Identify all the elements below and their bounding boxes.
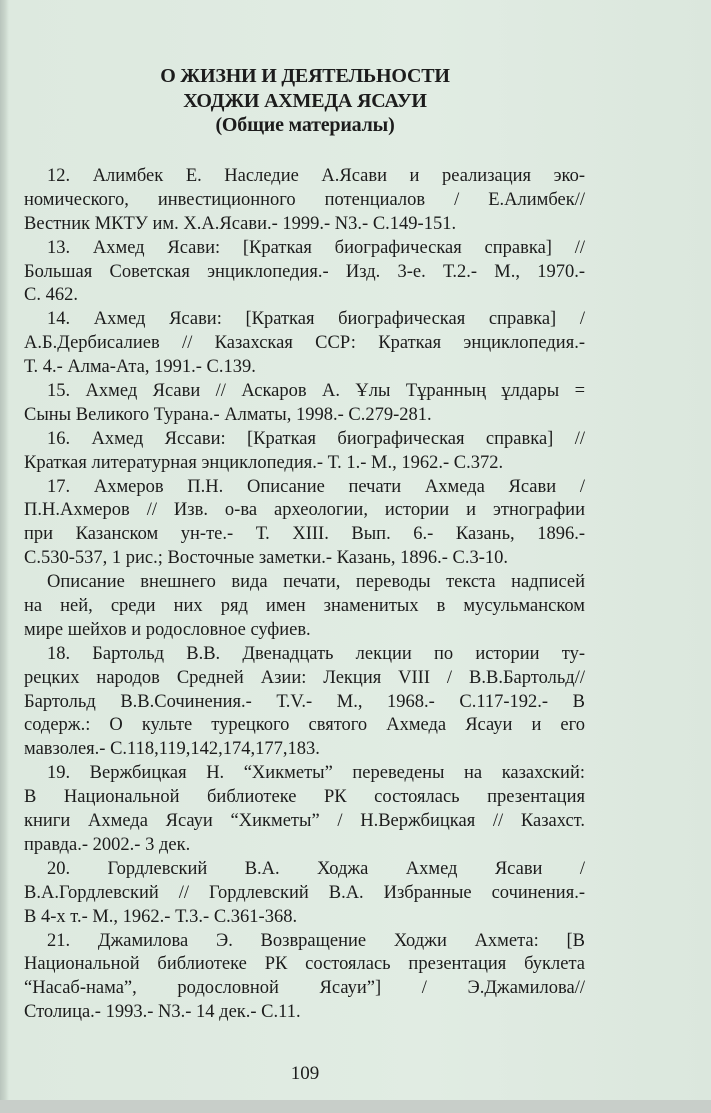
entry-line: номического, инвестиционного потенциалов / Е.Алимбек// <box>24 189 585 210</box>
entry-line: Вестник МКТУ им. Х.А.Ясави.- 1999.- N3.- С.149-151. <box>24 213 457 234</box>
entry-line: 18. Бартольд В.В. Двенадцать лекции по истории ту- <box>47 643 585 664</box>
page-title <box>24 64 586 138</box>
entry-line: 14. Ахмед Ясави: [Краткая биографическая справка] / <box>47 309 585 330</box>
entry-line: Национальной библиотеке РК состоялась презентация буклета <box>24 954 585 975</box>
entry-line: 19. Вержбицкая Н. “Хикметы” переведены на казахский: <box>47 763 585 784</box>
entry-line: С. 462. <box>24 285 78 306</box>
title-line: О ЖИЗНИ И ДЕЯТЕЛЬНОСТИ <box>160 65 450 87</box>
entry-line: “Насаб-нама”, родословной Ясауи”] / Э.Джамилова// <box>24 978 585 999</box>
bibliography-entry <box>24 308 585 380</box>
entry-line: правда.- 2002.- 3 дек. <box>24 834 191 855</box>
entry-line: мире шейхов и родословное суфиев. <box>24 619 311 640</box>
entry-line: Краткая литературная энциклопедия.- Т. 1.- М., 1962.- С.372. <box>24 452 504 473</box>
entry-line: А.Б.Дербисалиев // Казахская ССР: Краткая энциклопедия.- <box>24 333 585 354</box>
entry-line: при Казанском ун-те.- Т. XIII. Вып. 6.- Казань, 1896.- <box>24 524 585 545</box>
bibliography-entry <box>24 237 585 309</box>
entry-line: 20. Гордлевский В.А. Ходжа Ахмед Ясави / <box>47 858 585 879</box>
entry-line: 21. Джамилова Э. Возвращение Ходжи Ахмета: [В <box>47 930 585 951</box>
bibliography-entry <box>24 165 585 237</box>
bibliography-entry <box>24 571 585 643</box>
entry-line: на ней, среди них ряд имен знаменитых в мусульманском <box>24 596 585 617</box>
bibliography-entry <box>24 476 585 572</box>
bibliography-entry <box>24 428 585 476</box>
entry-line: 13. Ахмед Ясави: [Краткая биографическая справка] // <box>47 237 585 258</box>
entry-line: В 4-х т.- М., 1962.- Т.3.- С.361-368. <box>24 906 298 927</box>
entry-line: Описание внешнего вида печати, переводы текста надписей <box>47 572 585 593</box>
entry-line: В.А.Гордлевский // Гордлевский В.А. Избранные сочинения.- <box>24 882 585 903</box>
entry-line: Бартольд В.В.Сочинения.- Т.V.- М., 1968.- С.117-192.- В <box>24 691 585 712</box>
entry-line: П.Н.Ахмеров // Изв. о-ва археологии, истории и этнографии <box>24 500 585 521</box>
page-number: 109 <box>290 1063 320 1084</box>
entry-line: 12. Алимбек Е. Наследие А.Ясави и реализация эко- <box>47 166 585 186</box>
bibliography-entry <box>24 858 585 930</box>
entry-line: В Национальной библиотеке РК состоялась презентация <box>24 787 585 808</box>
entry-line: книги Ахмеда Ясауи “Хикметы” / Н.Вержбицкая // Казахст. <box>24 811 585 832</box>
entry-line: мавзолея.- С.118,119,142,174,177,183. <box>24 739 320 760</box>
bibliography-entry <box>24 930 585 1026</box>
entry-line: Столица.- 1993.- N3.- 14 дек.- С.11. <box>24 1002 301 1023</box>
entry-line: 16. Ахмед Яссави: [Краткая биографическая справка] // <box>47 428 585 449</box>
entry-line: 17. Ахмеров П.Н. Описание печати Ахмеда Ясави / <box>47 476 585 497</box>
entry-line: 15. Ахмед Ясави // Аскаров А. Ұлы Тұранның ұлдары = <box>47 381 585 402</box>
entry-line: Т. 4.- Алма-Ата, 1991.- С.139. <box>24 357 256 378</box>
bibliography-list <box>24 165 585 1025</box>
bibliography-entry <box>24 380 585 428</box>
title-subtitle: (Общие материалы) <box>215 114 395 136</box>
title-line: ХОДЖИ АХМЕДА ЯСАУИ <box>183 89 427 112</box>
bibliography-entry <box>24 762 585 858</box>
entry-line: рецких народов Средней Азии: Лекция VIII / В.В.Бартольд// <box>24 667 585 688</box>
bibliography-entry <box>24 643 585 762</box>
entry-line: Большая Советская энциклопедия.- Изд. 3-е. Т.2.- М., 1970.- <box>24 261 585 282</box>
scan-bottom-edge <box>0 1100 711 1113</box>
entry-line: С.530-537, 1 рис.; Восточные заметки.- Казань, 1896.- С.3-10. <box>24 548 508 569</box>
entry-line: содерж.: О культе турецкого святого Ахмеда Ясауи и его <box>24 715 585 736</box>
entry-line: Сыны Великого Турана.- Алматы, 1998.- С.279-281. <box>24 404 432 425</box>
